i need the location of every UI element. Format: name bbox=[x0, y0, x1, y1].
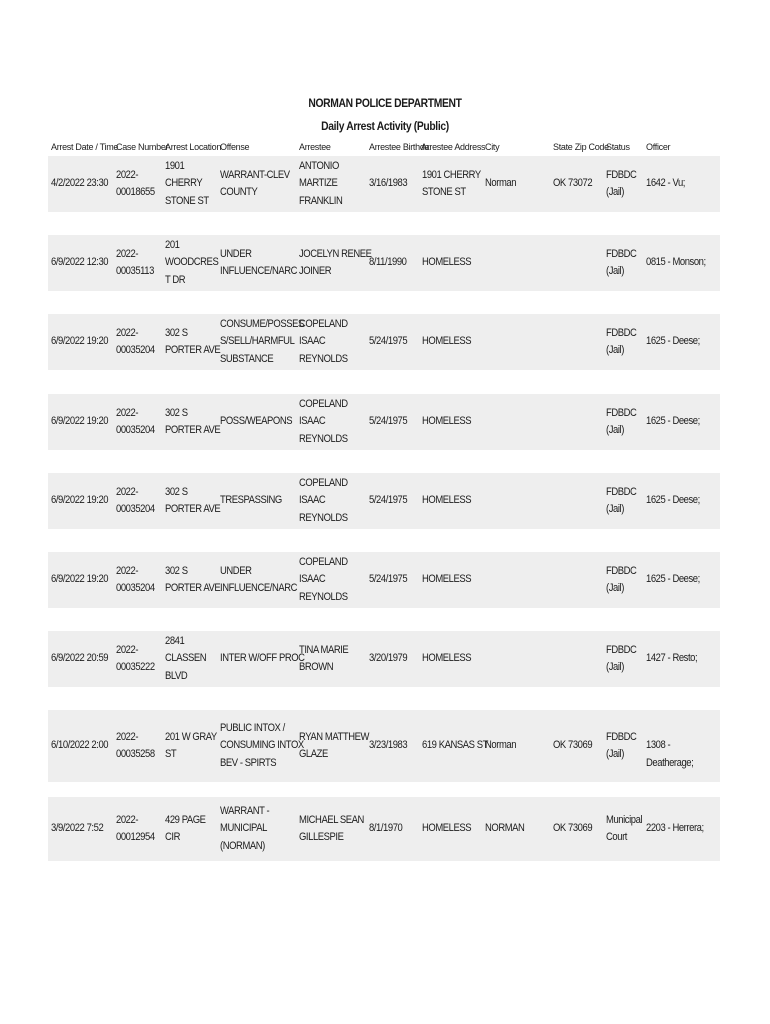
case-number-cell: 2022- 00035113 bbox=[116, 247, 154, 277]
header-city: City bbox=[485, 142, 500, 152]
offense-cell: POSS/WEAPONS bbox=[220, 415, 293, 428]
arrestee-birthdate-cell: 5/24/1975 bbox=[369, 573, 408, 586]
header-officer: Officer bbox=[646, 142, 671, 152]
officer-cell: 1427 - Resto; bbox=[646, 652, 698, 665]
arrestee-birthdate-cell: 5/24/1975 bbox=[369, 494, 408, 507]
arrestee-address-cell: HOMELESS bbox=[422, 335, 472, 348]
arrestee-cell: RYAN MATTHEW GLAZE bbox=[299, 730, 369, 760]
case-number-cell: 2022- 00035204 bbox=[116, 326, 155, 356]
arrest-location-cell: 302 S PORTER AVE bbox=[165, 326, 221, 356]
status-cell: FDBDC (Jail) bbox=[606, 247, 637, 277]
status-cell: Municipal Court bbox=[606, 813, 643, 843]
arrest-location-cell: 302 S PORTER AVE bbox=[165, 406, 221, 436]
state-zip-cell: OK 73069 bbox=[553, 822, 593, 835]
arrestee-cell: JOCELYN RENEE JOINER bbox=[299, 247, 372, 277]
header-status: Status bbox=[606, 142, 630, 152]
arrest-date-time-cell: 6/9/2022 19:20 bbox=[51, 494, 109, 507]
offense-cell: UNDER INFLUENCE/NARC bbox=[220, 564, 298, 594]
officer-cell: 1625 - Deese; bbox=[646, 573, 700, 586]
header-arrest-location: Arrest Location bbox=[165, 142, 222, 152]
officer-cell: 1625 - Deese; bbox=[646, 494, 700, 507]
arrestee-birthdate-cell: 8/11/1990 bbox=[369, 256, 407, 269]
arrest-date-time-cell: 6/9/2022 19:20 bbox=[51, 335, 109, 348]
officer-cell: 0815 - Monson; bbox=[646, 256, 706, 269]
arrestee-cell: COPELAND ISAAC REYNOLDS bbox=[299, 317, 348, 365]
arrest-date-time-cell: 4/2/2022 23:30 bbox=[51, 177, 109, 190]
arrestee-cell: COPELAND ISAAC REYNOLDS bbox=[299, 476, 348, 524]
state-zip-cell: OK 73072 bbox=[553, 177, 593, 190]
case-number-cell: 2022- 00035258 bbox=[116, 730, 155, 760]
arrestee-cell: MICHAEL SEAN GILLESPIE bbox=[299, 813, 364, 843]
arrest-date-time-cell: 6/9/2022 19:20 bbox=[51, 573, 109, 586]
arrest-location-cell: 302 S PORTER AVE bbox=[165, 485, 221, 515]
arrestee-birthdate-cell: 3/20/1979 bbox=[369, 652, 408, 665]
officer-cell: 1642 - Vu; bbox=[646, 177, 686, 190]
arrestee-cell: COPELAND ISAAC REYNOLDS bbox=[299, 397, 348, 445]
arrestee-birthdate-cell: 5/24/1975 bbox=[369, 415, 408, 428]
arrestee-cell: ANTONIO MARTIZE FRANKLIN bbox=[299, 159, 343, 207]
status-cell: FDBDC (Jail) bbox=[606, 643, 637, 673]
arrestee-address-cell: HOMELESS bbox=[422, 415, 472, 428]
case-number-cell: 2022- 00035222 bbox=[116, 643, 155, 673]
table-row bbox=[48, 631, 720, 687]
arrest-location-cell: 201 WOODCRES T DR bbox=[165, 238, 219, 286]
arrest-date-time-cell: 3/9/2022 7:52 bbox=[51, 822, 104, 835]
officer-cell: 1308 - Deatherage; bbox=[646, 739, 694, 769]
arrest-date-time-cell: 6/9/2022 20:59 bbox=[51, 652, 109, 665]
city-cell: Norman bbox=[485, 739, 517, 752]
header-offense: Offense bbox=[220, 142, 250, 152]
report-subtitle: Daily Arrest Activity (Public) bbox=[321, 119, 449, 133]
header-arrestee-birthdate: Arrestee Birthda bbox=[369, 142, 430, 152]
offense-cell: CONSUME/POSSES S/SELL/HARMFUL SUBSTANCE bbox=[220, 317, 304, 365]
offense-cell: PUBLIC INTOX / CONSUMING INTOX BEV - SPIRTS bbox=[220, 721, 304, 769]
arrest-location-cell: 302 S PORTER AVE bbox=[165, 564, 221, 594]
case-number-cell: 2022- 00035204 bbox=[116, 406, 155, 436]
arrest-date-time-cell: 6/9/2022 19:20 bbox=[51, 415, 109, 428]
case-number-cell: 2022- 00018655 bbox=[116, 168, 155, 198]
arrest-location-cell: 2841 CLASSEN BLVD bbox=[165, 634, 207, 682]
arrest-date-time-cell: 6/10/2022 2:00 bbox=[51, 739, 109, 752]
offense-cell: WARRANT - MUNICIPAL (NORMAN) bbox=[220, 804, 270, 852]
arrest-location-cell: 1901 CHERRY STONE ST bbox=[165, 159, 209, 207]
case-number-cell: 2022- 00035204 bbox=[116, 564, 155, 594]
table-row bbox=[48, 797, 720, 861]
arrestee-address-cell: 1901 CHERRY STONE ST bbox=[422, 168, 481, 198]
arrestee-address-cell: HOMELESS bbox=[422, 256, 472, 269]
arrestee-address-cell: HOMELESS bbox=[422, 822, 472, 835]
table-row bbox=[48, 394, 720, 450]
city-cell: NORMAN bbox=[485, 822, 525, 835]
arrestee-birthdate-cell: 5/24/1975 bbox=[369, 335, 408, 348]
officer-cell: 1625 - Deese; bbox=[646, 415, 700, 428]
status-cell: FDBDC (Jail) bbox=[606, 564, 637, 594]
case-number-cell: 2022- 00012954 bbox=[116, 813, 155, 843]
arrestee-address-cell: HOMELESS bbox=[422, 494, 472, 507]
arrest-location-cell: 201 W GRAY ST bbox=[165, 730, 217, 760]
offense-cell: WARRANT-CLEV COUNTY bbox=[220, 168, 290, 198]
arrestee-address-cell: HOMELESS bbox=[422, 652, 472, 665]
arrestee-address-cell: HOMELESS bbox=[422, 573, 472, 586]
table-row bbox=[48, 473, 720, 529]
status-cell: FDBDC (Jail) bbox=[606, 730, 637, 760]
table-row bbox=[48, 552, 720, 608]
arrest-date-time-cell: 6/9/2022 12:30 bbox=[51, 256, 109, 269]
arrestee-cell: COPELAND ISAAC REYNOLDS bbox=[299, 555, 348, 603]
header-arrest-date-time: Arrest Date / Time bbox=[51, 142, 119, 152]
officer-cell: 2203 - Herrera; bbox=[646, 822, 704, 835]
header-case-number: Case Number bbox=[116, 142, 169, 152]
arrestee-birthdate-cell: 3/16/1983 bbox=[369, 177, 408, 190]
header-arrestee: Arrestee bbox=[299, 142, 331, 152]
table-row bbox=[48, 314, 720, 370]
table-row bbox=[48, 710, 720, 782]
status-cell: FDBDC (Jail) bbox=[606, 168, 637, 198]
case-number-cell: 2022- 00035204 bbox=[116, 485, 155, 515]
table-row bbox=[48, 156, 720, 212]
status-cell: FDBDC (Jail) bbox=[606, 326, 637, 356]
arrestee-address-cell: 619 KANSAS ST bbox=[422, 739, 488, 752]
arrestee-cell: TINA MARIE BROWN bbox=[299, 643, 349, 673]
city-cell: Norman bbox=[485, 177, 517, 190]
offense-cell: INTER W/OFF PROC bbox=[220, 652, 305, 665]
table-row bbox=[48, 235, 720, 291]
header-arrestee-address: Arrestee Address bbox=[421, 142, 486, 152]
officer-cell: 1625 - Deese; bbox=[646, 335, 700, 348]
status-cell: FDBDC (Jail) bbox=[606, 406, 637, 436]
arrestee-birthdate-cell: 3/23/1983 bbox=[369, 739, 408, 752]
offense-cell: UNDER INFLUENCE/NARC bbox=[220, 247, 298, 277]
offense-cell: TRESPASSING bbox=[220, 494, 282, 507]
status-cell: FDBDC (Jail) bbox=[606, 485, 637, 515]
arrestee-birthdate-cell: 8/1/1970 bbox=[369, 822, 403, 835]
arrest-location-cell: 429 PAGE CIR bbox=[165, 813, 206, 843]
report-title: NORMAN POLICE DEPARTMENT bbox=[308, 96, 462, 110]
state-zip-cell: OK 73069 bbox=[553, 739, 593, 752]
header-state-zip: State Zip Code bbox=[553, 142, 609, 152]
